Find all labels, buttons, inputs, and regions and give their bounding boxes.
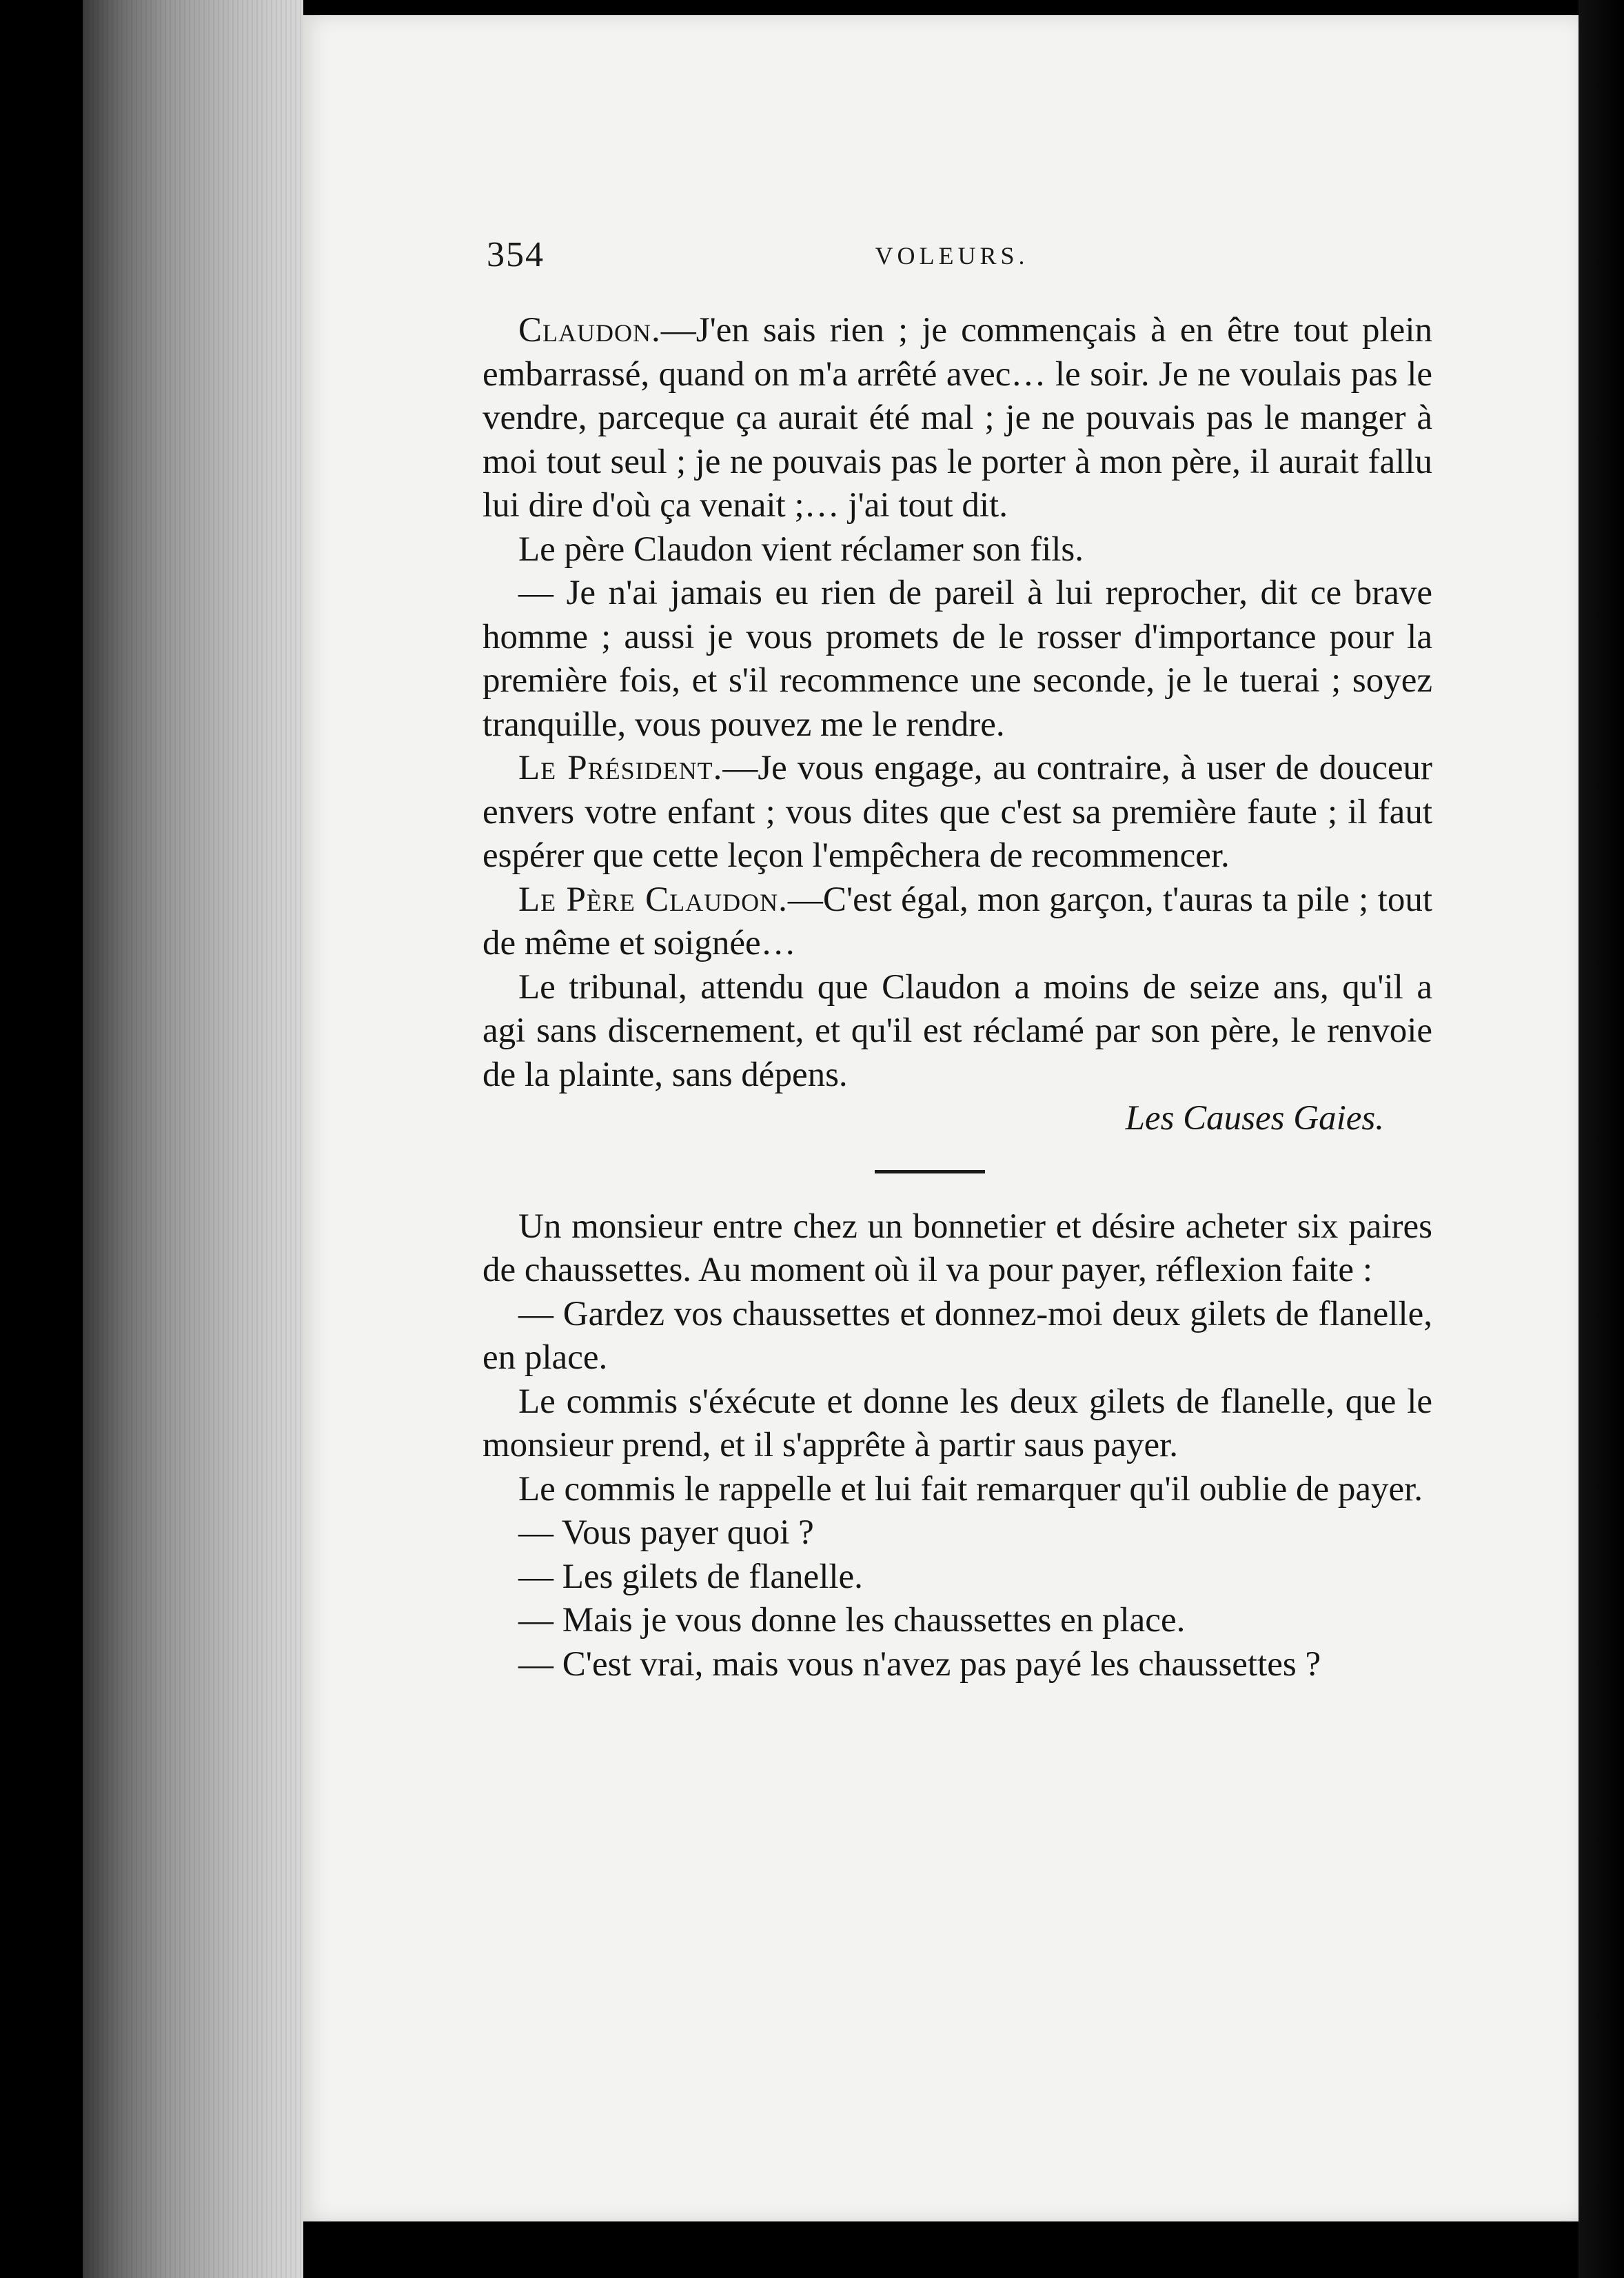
paragraph: — Gardez vos chaussettes et donnez-moi deux gilets de flanelle, en place. — [483, 1294, 1432, 1377]
paragraph: Le père Claudon vient réclamer son fils. — [518, 530, 1084, 569]
page-header — [487, 234, 1438, 283]
paragraph — [483, 878, 1432, 966]
running-head: VOLEURS. — [875, 242, 1029, 270]
speech-text: —Je vous engage, au contraire, à user de douceur envers votre enfant ; vous dites que c'est sa première faute ; il faut espérer que cette leçon l'empêchera de recommencer. — [483, 749, 1432, 875]
paragraph: Le commis le rappelle et lui fait remarquer qu'il oublie de payer. — [518, 1469, 1423, 1509]
paragraph: Le commis s'éxécute et donne les deux gilets de flanelle, que le monsieur prend, et il s'apprête à partir saus payer. — [483, 1382, 1432, 1464]
paragraph: Un monsieur entre chez un bonnetier et désire acheter six paires de chaussettes. Au moment où il va pour payer, réflexion faite : — [483, 1207, 1432, 1289]
page-number: 354 — [487, 235, 545, 274]
paragraph: Le tribunal, attendu que Claudon a moins de seize ans, qu'il a agi sans discernement, et qu'il est réclamé par son père, le renvoie de la plainte, sans dépens. — [483, 967, 1432, 1094]
paragraph — [483, 747, 1432, 878]
speaker-name: Le Président. — [518, 749, 723, 787]
paragraph — [483, 309, 1432, 528]
paragraph: — Je n'ai jamais eu rien de pareil à lui reprocher, dit ce brave homme ; aussi je vous promets de le rosser d'importance pour la première fois, et s'il recommence une seconde, je le tuerai ; soyez tranquille, vous pouvez me le rendre. — [483, 574, 1432, 744]
speech-text: —J'en sais rien ; je commençais à en être tout plein embarrassé, quand on m'a arrêté avec… le soir. Je ne voulais pas le vendre, parceque ça aurait été mal ; je ne pouvais pas le manger à moi tout seul ; je ne pouvais pas le porter à mon père, il aurait fallu lui dire d'où ça venait ;… j'ai tout dit. — [483, 311, 1432, 525]
paragraph: — C'est vrai, mais vous n'avez pas payé les chaussettes ? — [518, 1644, 1321, 1684]
speaker-name: Le Père Claudon. — [518, 880, 788, 919]
speaker-name: Claudon. — [518, 311, 661, 350]
section-divider — [875, 1170, 985, 1173]
book-page-edges — [83, 0, 303, 2278]
paragraph: — Mais je vous donne les chaussettes en place. — [518, 1601, 1186, 1640]
body-text — [483, 309, 1432, 1686]
source-citation: Les Causes Gaies. — [1125, 1099, 1384, 1138]
paragraph: — Vous payer quoi ? — [518, 1513, 814, 1552]
paragraph: — Les gilets de flanelle. — [518, 1557, 863, 1596]
speech-text: —C'est égal, mon garçon, t'auras ta pile ; tout de même et soignée… — [483, 880, 1432, 962]
right-page-edge — [1579, 0, 1624, 2278]
